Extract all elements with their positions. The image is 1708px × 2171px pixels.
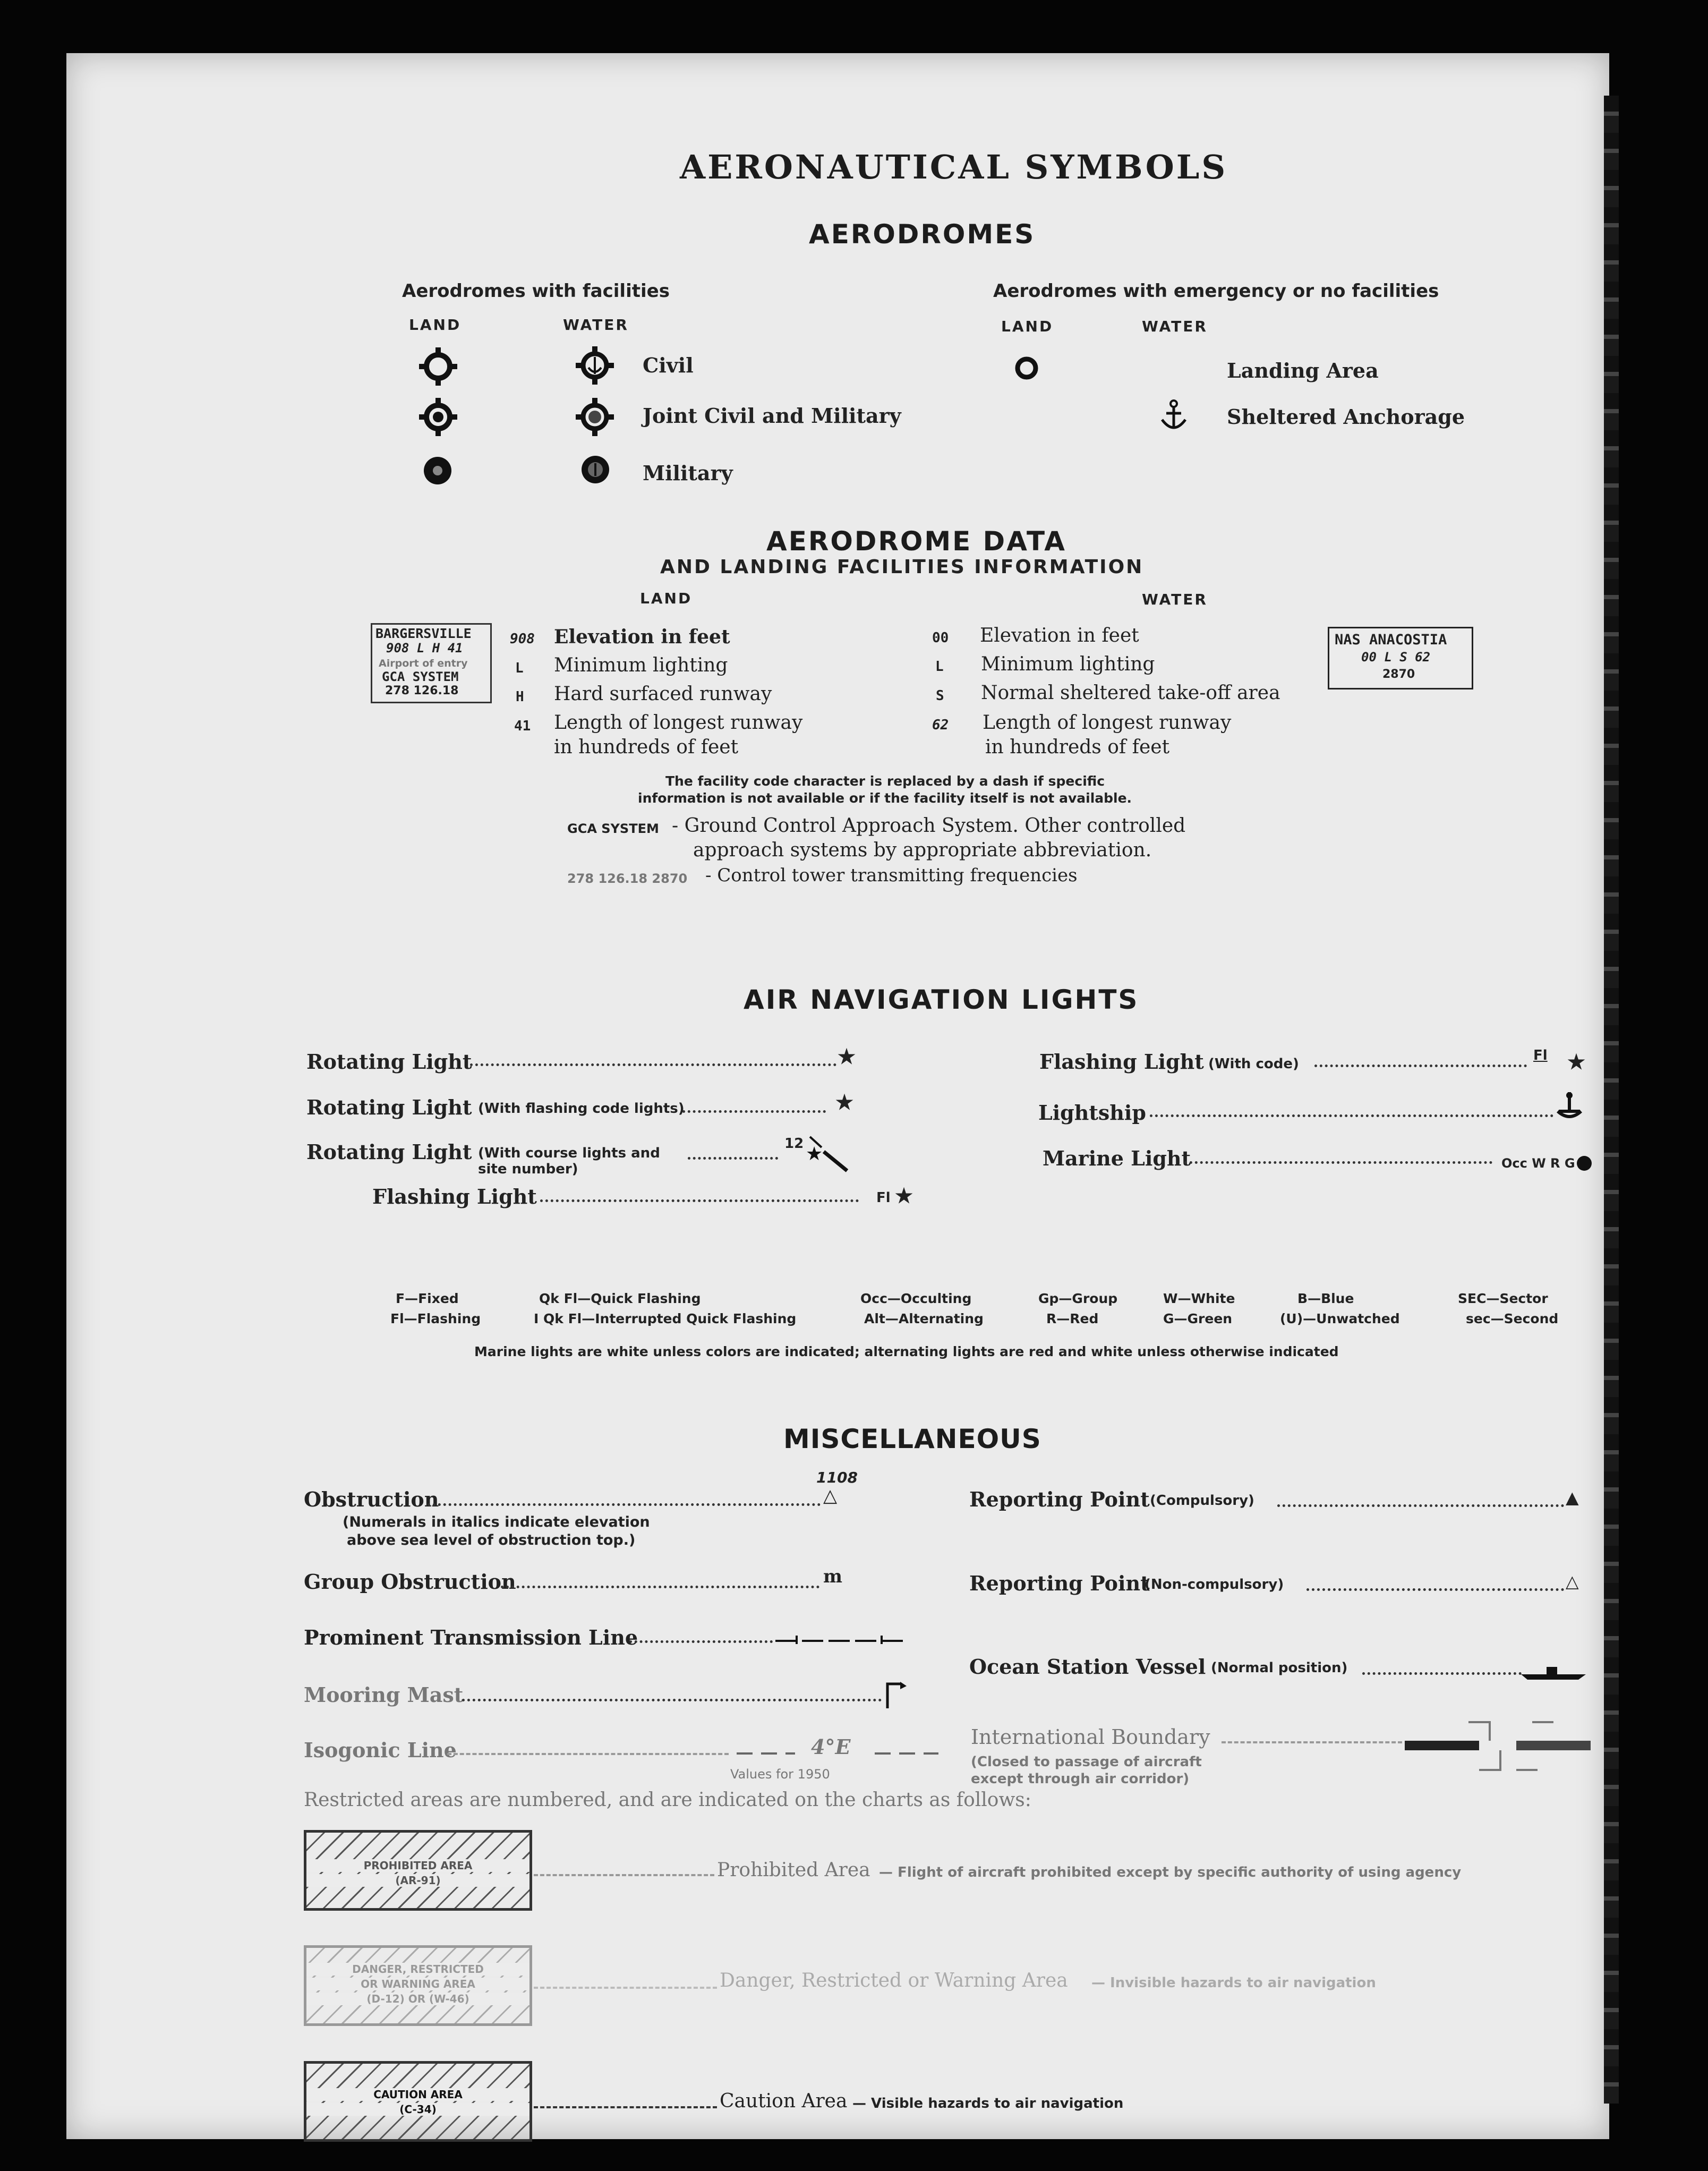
prohibited-box-label-2: (AR-91) xyxy=(306,1874,530,1887)
group-obstruction-leader xyxy=(501,1586,819,1588)
restricted-intro: Restricted areas are numbered, and are indicated on the charts as follows: xyxy=(304,1789,1031,1811)
joint-water-icon xyxy=(574,396,616,438)
sample-land-entry: Airport of entry xyxy=(379,658,468,669)
reporting-noncompulsory-label: Reporting Point xyxy=(969,1571,1150,1595)
caution-label: Caution Area xyxy=(720,2090,848,2112)
land-code-surface: H xyxy=(516,689,524,705)
abbr-blue: B—Blue xyxy=(1297,1291,1354,1306)
anchor-icon xyxy=(1158,398,1190,432)
international-boundary-label: International Boundary xyxy=(971,1725,1210,1749)
land-text-elev: Elevation in feet xyxy=(554,626,730,648)
mooring-mast-icon xyxy=(884,1679,911,1710)
water-col-2: WATER xyxy=(1142,318,1208,335)
water-text-length: Length of longest runway xyxy=(983,712,1232,734)
rotating-flash-note: (With flashing code lights) xyxy=(478,1101,685,1117)
sheltered-anchorage-label: Sheltered Anchorage xyxy=(1227,405,1465,429)
freq-code: 278 126.18 2870 xyxy=(567,871,688,886)
sample-water-name: NAS ANACOSTIA xyxy=(1335,632,1447,648)
obstruction-icon: △ xyxy=(823,1485,838,1506)
gca-code: GCA SYSTEM xyxy=(567,821,659,836)
isogonic-line-leader xyxy=(447,1753,729,1755)
abbr-sector: SEC—Sector xyxy=(1458,1291,1548,1306)
isogonic-note: Values for 1950 xyxy=(730,1767,830,1782)
caution-area-box xyxy=(304,2061,532,2142)
land-text-surface: Hard surfaced runway xyxy=(554,683,772,705)
abbr-white: W—White xyxy=(1163,1291,1235,1306)
abbr-unwatched: (U)—Unwatched xyxy=(1280,1311,1400,1326)
gca-text-2: approach systems by appropriate abbreviation. xyxy=(693,839,1152,861)
flashing-light-right-label: Flashing Light xyxy=(1039,1050,1204,1074)
water-col-1: WATER xyxy=(563,316,629,334)
danger-box-label-1: DANGER, RESTRICTED xyxy=(306,1963,530,1976)
sample-land-system: GCA SYSTEM xyxy=(382,669,459,684)
reporting-noncompulsory-leader xyxy=(1306,1588,1564,1591)
water-code-elev: 00 xyxy=(932,630,949,646)
sample-land-name: BARGERSVILLE xyxy=(375,626,472,641)
international-boundary-icon xyxy=(1405,1717,1596,1775)
military-land-icon xyxy=(419,452,457,490)
lightship-label: Lightship xyxy=(1038,1101,1146,1125)
flashing-light-right-star-icon: ★ xyxy=(1567,1050,1586,1074)
prohibited-box-label-1: PROHIBITED AREA xyxy=(306,1859,530,1872)
danger-leader xyxy=(534,1987,717,1989)
landing-area-icon xyxy=(1012,353,1041,383)
obstruction-label: Obstruction xyxy=(304,1487,439,1511)
abbr-second: sec—Second xyxy=(1466,1311,1559,1326)
isogonic-value: 4°E xyxy=(811,1735,851,1759)
water-text-area: Normal sheltered take-off area xyxy=(981,682,1280,704)
rotating-light-leader xyxy=(470,1063,836,1066)
sample-land-box xyxy=(371,623,492,703)
abbr-quick-flashing: Qk Fl—Quick Flashing xyxy=(539,1291,701,1306)
land-code-light: L xyxy=(515,660,524,676)
course-light-icon xyxy=(794,1131,852,1174)
ocean-station-note: (Normal position) xyxy=(1211,1660,1348,1676)
flashing-light-right-code: Fl xyxy=(1533,1048,1548,1063)
rotating-light-star-icon: ★ xyxy=(838,1044,856,1068)
land-text-length: Length of longest runway xyxy=(554,712,803,734)
flashing-light-star-icon: ★ xyxy=(895,1184,913,1207)
prohibited-label: Prohibited Area xyxy=(717,1859,870,1881)
aerodromes-heading: AERODROMES xyxy=(809,219,1036,250)
data-note-2: information is not available or if the facility itself is not available. xyxy=(638,790,1132,806)
rotating-flash-star-icon: ★ xyxy=(835,1090,854,1114)
danger-box-label-2: OR WARNING AREA xyxy=(306,1978,530,1990)
reporting-compulsory-icon: ▲ xyxy=(1566,1487,1579,1508)
lightship-icon xyxy=(1553,1090,1585,1122)
marine-light-dot-icon xyxy=(1575,1154,1594,1173)
data-water-col: WATER xyxy=(1142,591,1208,608)
joint-label: Joint Civil and Military xyxy=(643,404,901,428)
marine-light-leader xyxy=(1184,1161,1492,1164)
rotating-flash-label: Rotating Light xyxy=(306,1095,472,1119)
ocean-station-label: Ocean Station Vessel xyxy=(969,1655,1206,1679)
landing-area-label: Landing Area xyxy=(1227,359,1379,382)
isogonic-line-icon xyxy=(737,1745,938,1761)
rotating-light-label: Rotating Light xyxy=(306,1050,472,1074)
reporting-compulsory-label: Reporting Point xyxy=(969,1487,1150,1511)
obstruction-elevation: 1108 xyxy=(816,1469,858,1486)
freq-text: - Control tower transmitting frequencies xyxy=(705,865,1078,886)
reporting-compulsory-leader xyxy=(1277,1504,1564,1507)
aerodrome-data-subheading: AND LANDING FACILITIES INFORMATION xyxy=(660,556,1144,578)
caution-box-label-1: CAUTION AREA xyxy=(306,2088,530,2101)
caution-box-label-2: (C-34) xyxy=(306,2103,530,2116)
with-facilities-label: Aerodromes with facilities xyxy=(402,280,670,302)
transmission-line-leader xyxy=(629,1640,773,1643)
reporting-compulsory-note: (Compulsory) xyxy=(1150,1493,1254,1509)
ocean-station-vessel-icon xyxy=(1519,1656,1588,1683)
chart-legend-page xyxy=(66,53,1609,2139)
international-boundary-note-1: (Closed to passage of aircraft xyxy=(971,1754,1202,1770)
abbr-occulting: Occ—Occulting xyxy=(860,1291,972,1306)
mooring-mast-leader xyxy=(462,1699,882,1701)
transmission-line-label: Prominent Transmission Line xyxy=(304,1625,638,1649)
data-land-col: LAND xyxy=(640,590,693,607)
land-col-2: LAND xyxy=(1001,318,1054,335)
rotating-course-note: (With course lights and xyxy=(478,1145,660,1161)
water-code-light: L xyxy=(935,659,944,675)
marine-light-label: Marine Light xyxy=(1043,1146,1191,1170)
obstruction-note-1: (Numerals in italics indicate elevation xyxy=(343,1514,650,1530)
prohibited-leader xyxy=(534,1874,714,1876)
flashing-light-right-note: (With code) xyxy=(1208,1056,1299,1072)
civil-water-icon xyxy=(574,344,616,387)
emergency-label: Aerodromes with emergency or no facilities xyxy=(993,280,1439,302)
abbr-green: G—Green xyxy=(1163,1311,1233,1326)
water-code-length: 62 xyxy=(932,717,949,733)
group-obstruction-label: Group Obstruction xyxy=(304,1570,516,1594)
land-text-length-cont: in hundreds of feet xyxy=(554,736,739,758)
lightship-leader xyxy=(1150,1114,1553,1117)
land-code-length: 41 xyxy=(514,718,531,734)
data-note-1: The facility code character is replaced by a dash if specific xyxy=(665,773,1105,789)
rotating-course-label: Rotating Light xyxy=(306,1140,472,1164)
civil-label: Civil xyxy=(643,353,694,377)
flashing-light-label: Flashing Light xyxy=(372,1185,537,1208)
military-water-icon xyxy=(576,450,614,489)
land-text-light: Minimum lighting xyxy=(554,654,728,676)
flashing-light-leader xyxy=(540,1199,859,1202)
caution-desc: — Visible hazards to air navigation xyxy=(852,2096,1124,2112)
sample-land-freq: 278 126.18 xyxy=(385,684,459,697)
isogonic-line-label: Isogonic Line xyxy=(304,1738,457,1762)
caution-leader xyxy=(534,2106,717,2108)
sample-water-codes: 00 L S 62 xyxy=(1361,650,1431,665)
abbr-red: R—Red xyxy=(1046,1311,1099,1326)
flashing-light-right-leader xyxy=(1314,1065,1527,1067)
danger-label: Danger, Restricted or Warning Area xyxy=(720,1970,1068,1991)
prohibited-desc: — Flight of aircraft prohibited except by specific authority of using agency xyxy=(879,1864,1462,1880)
abbr-interrupted-quick: I Qk Fl—Interrupted Quick Flashing xyxy=(534,1311,797,1326)
land-col-1: LAND xyxy=(409,316,462,334)
danger-area-box xyxy=(304,1945,532,2026)
sample-water-box xyxy=(1328,627,1473,689)
sample-water-freq: 2870 xyxy=(1382,668,1415,681)
danger-desc: — Invisible hazards to air navigation xyxy=(1091,1975,1376,1991)
sample-land-codes: 908 L H 41 xyxy=(386,641,463,655)
marine-note: Marine lights are white unless colors are indicated; alternating lights are red and white unless otherwise indicated xyxy=(474,1344,1339,1359)
water-code-area: S xyxy=(936,688,944,704)
water-text-light: Minimum lighting xyxy=(981,653,1155,675)
lights-heading: AIR NAVIGATION LIGHTS xyxy=(744,984,1139,1015)
international-boundary-note-2: except through air corridor) xyxy=(971,1771,1190,1787)
obstruction-note-2: above sea level of obstruction top.) xyxy=(347,1532,636,1548)
water-text-length-cont: in hundreds of feet xyxy=(985,736,1170,758)
reporting-noncompulsory-note: (Non-compulsory) xyxy=(1145,1577,1284,1593)
ocean-station-leader xyxy=(1362,1672,1522,1675)
abbr-fixed: F—Fixed xyxy=(396,1291,459,1306)
obstruction-leader xyxy=(428,1503,821,1506)
abbr-flashing: Fl—Flashing xyxy=(390,1311,481,1326)
flashing-light-code: Fl xyxy=(876,1190,891,1206)
danger-box-label-3: (D-12) OR (W-46) xyxy=(306,1993,530,2005)
abbr-alternating: Alt—Alternating xyxy=(864,1311,984,1326)
international-boundary-leader xyxy=(1222,1741,1402,1743)
page-title: AERONAUTICAL SYMBOLS xyxy=(680,148,1228,186)
mooring-mast-label: Mooring Mast xyxy=(304,1683,464,1707)
joint-land-icon xyxy=(417,396,459,438)
land-code-elev: 908 xyxy=(510,631,535,647)
abbr-group: Gp—Group xyxy=(1038,1291,1118,1306)
rotating-course-note-2: site number) xyxy=(478,1161,578,1177)
civil-land-icon xyxy=(417,345,459,388)
group-obstruction-icon: ⅿ xyxy=(823,1566,842,1587)
misc-heading: MISCELLANEOUS xyxy=(783,1424,1041,1454)
water-text-elev: Elevation in feet xyxy=(980,625,1139,646)
transmission-line-icon xyxy=(775,1628,913,1649)
rotating-flash-leader xyxy=(682,1110,826,1113)
svg-text:★: ★ xyxy=(806,1143,823,1165)
prohibited-area-box xyxy=(304,1830,532,1911)
military-label: Military xyxy=(643,461,733,485)
rotating-course-leader xyxy=(688,1157,778,1160)
gca-text: - Ground Control Approach System. Other controlled xyxy=(672,815,1186,837)
reporting-noncompulsory-icon: △ xyxy=(1566,1571,1579,1591)
marine-light-code: Occ W R G xyxy=(1501,1156,1575,1171)
aerodrome-data-heading: AERODROME DATA xyxy=(766,526,1066,557)
site-number: 12 xyxy=(784,1136,804,1152)
